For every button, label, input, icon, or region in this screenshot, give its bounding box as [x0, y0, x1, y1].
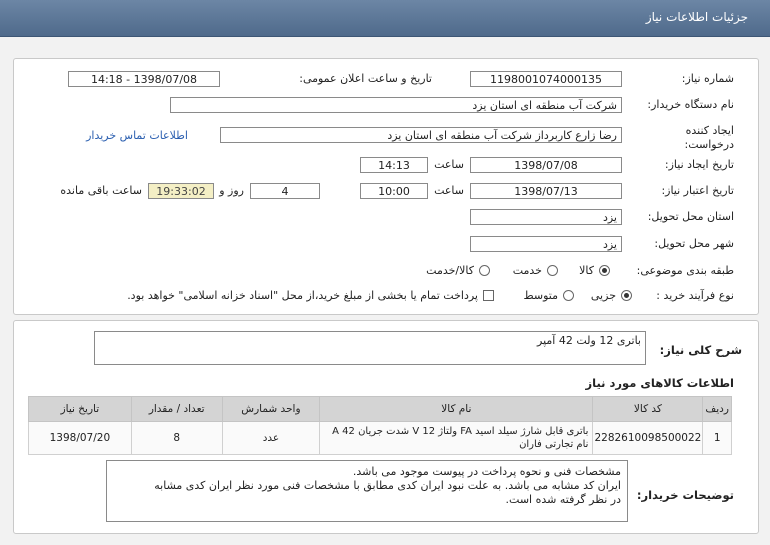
buyer-org-field: شرکت آب منطقه ای استان یزد: [170, 97, 622, 113]
col-date: تاریخ نیاز: [29, 397, 132, 422]
category-option-service: خدمت: [512, 264, 542, 277]
process-option-medium: متوسط: [523, 289, 558, 302]
days-label: روز و: [219, 184, 244, 197]
treasury-payment-checkbox[interactable]: [483, 290, 494, 301]
page-title: جزئیات اطلاعات نیاز: [645, 10, 748, 24]
col-name: نام کالا: [320, 397, 593, 422]
item-qty: 8: [131, 422, 222, 455]
delivery-city-label: شهر محل تحویل:: [654, 237, 734, 250]
item-name-line2: نام تجارتی فاران: [519, 439, 589, 450]
delivery-city-field: یزد: [470, 236, 622, 252]
item-code: 2282610098500022: [593, 422, 703, 455]
request-creator-field: رضا زارع کاربرداز شرکت آب منطقه ای استان یزد: [220, 127, 622, 143]
validity-date-field: 1398/07/13: [470, 183, 622, 199]
process-radio-minor[interactable]: [621, 290, 632, 301]
treasury-payment-note: پرداخت تمام یا بخشی از مبلغ خرید،از محل "اسناد خزانه اسلامی" خواهد بود.: [127, 289, 478, 302]
item-unit: عدد: [222, 422, 320, 455]
buyer-notes-line: در نظر گرفته شده است.: [505, 493, 621, 506]
col-row: ردیف: [703, 397, 732, 422]
summary-field: باتری 12 ولت 42 آمپر: [94, 331, 646, 365]
category-radio-service[interactable]: [547, 265, 558, 276]
remaining-label: ساعت باقی مانده: [60, 184, 142, 197]
buyer-org-label: نام دستگاه خریدار:: [647, 98, 734, 111]
table-row[interactable]: [29, 422, 732, 455]
delivery-province-label: استان محل تحویل:: [647, 210, 734, 223]
col-code: کد کالا: [593, 397, 703, 422]
buyer-notes-label: توضیحات خریدار:: [636, 488, 734, 502]
items-table: [28, 396, 732, 455]
validity-hour-label: ساعت: [434, 184, 464, 197]
created-time-field: 14:13: [360, 157, 428, 173]
purchase-process-label: نوع فرآیند خرید :: [656, 289, 734, 302]
title-bar: [0, 0, 770, 37]
delivery-province-field: یزد: [470, 209, 622, 225]
remaining-time-field: 19:33:02: [148, 183, 214, 199]
category-label: طبقه بندی موضوعی:: [636, 264, 734, 277]
validity-time-field: 10:00: [360, 183, 428, 199]
row-number: 1: [703, 422, 732, 455]
announce-datetime-field: 1398/07/08 - 14:18: [68, 71, 220, 87]
buyer-notes-line: مشخصات فنی و نحوه پرداخت در پیوست موجود می باشد.: [352, 465, 621, 478]
item-name: [320, 422, 593, 455]
created-date-field: 1398/07/08: [470, 157, 622, 173]
category-option-goods-service: کالا/خدمت: [426, 264, 474, 277]
created-date-label: تاریخ ایجاد نیاز:: [664, 158, 734, 171]
items-table-header: [29, 397, 732, 422]
need-number-field: 1198001074000135: [470, 71, 622, 87]
col-unit: واحد شمارش: [222, 397, 320, 422]
created-hour-label: ساعت: [434, 158, 464, 171]
item-date: 1398/07/20: [29, 422, 132, 455]
remaining-days-field: 4: [250, 183, 320, 199]
validity-date-label: تاریخ اعتبار نیاز:: [661, 184, 734, 197]
items-section-title: اطلاعات کالاهای مورد نیاز: [585, 376, 734, 390]
category-option-goods: کالا: [579, 264, 594, 277]
buyer-contact-link[interactable]: اطلاعات تماس خریدار: [86, 129, 188, 142]
process-option-minor: جزیی: [590, 289, 616, 302]
buyer-notes-line: ایران کد مشابه می باشد. به علت نبود ایران کدی مطابق با مشخصات فنی مورد نظر ایران کدی مشابه: [154, 479, 621, 492]
announce-datetime-label: تاریخ و ساعت اعلان عمومی:: [299, 72, 432, 85]
summary-label: شرح کلی نیاز:: [659, 343, 742, 357]
need-number-label: شماره نیاز:: [681, 72, 734, 85]
category-radio-goods-service[interactable]: [479, 265, 490, 276]
request-creator-label: ایجاد کننده درخواست:: [684, 124, 734, 151]
process-radio-medium[interactable]: [563, 290, 574, 301]
buyer-notes-field: [106, 460, 628, 522]
category-radio-goods[interactable]: [599, 265, 610, 276]
item-name-line1: باتری قابل شارژ سیلد اسید FA ولتاژ 12 V شدت جریان 42 A: [332, 426, 589, 437]
col-qty: تعداد / مقدار: [131, 397, 222, 422]
